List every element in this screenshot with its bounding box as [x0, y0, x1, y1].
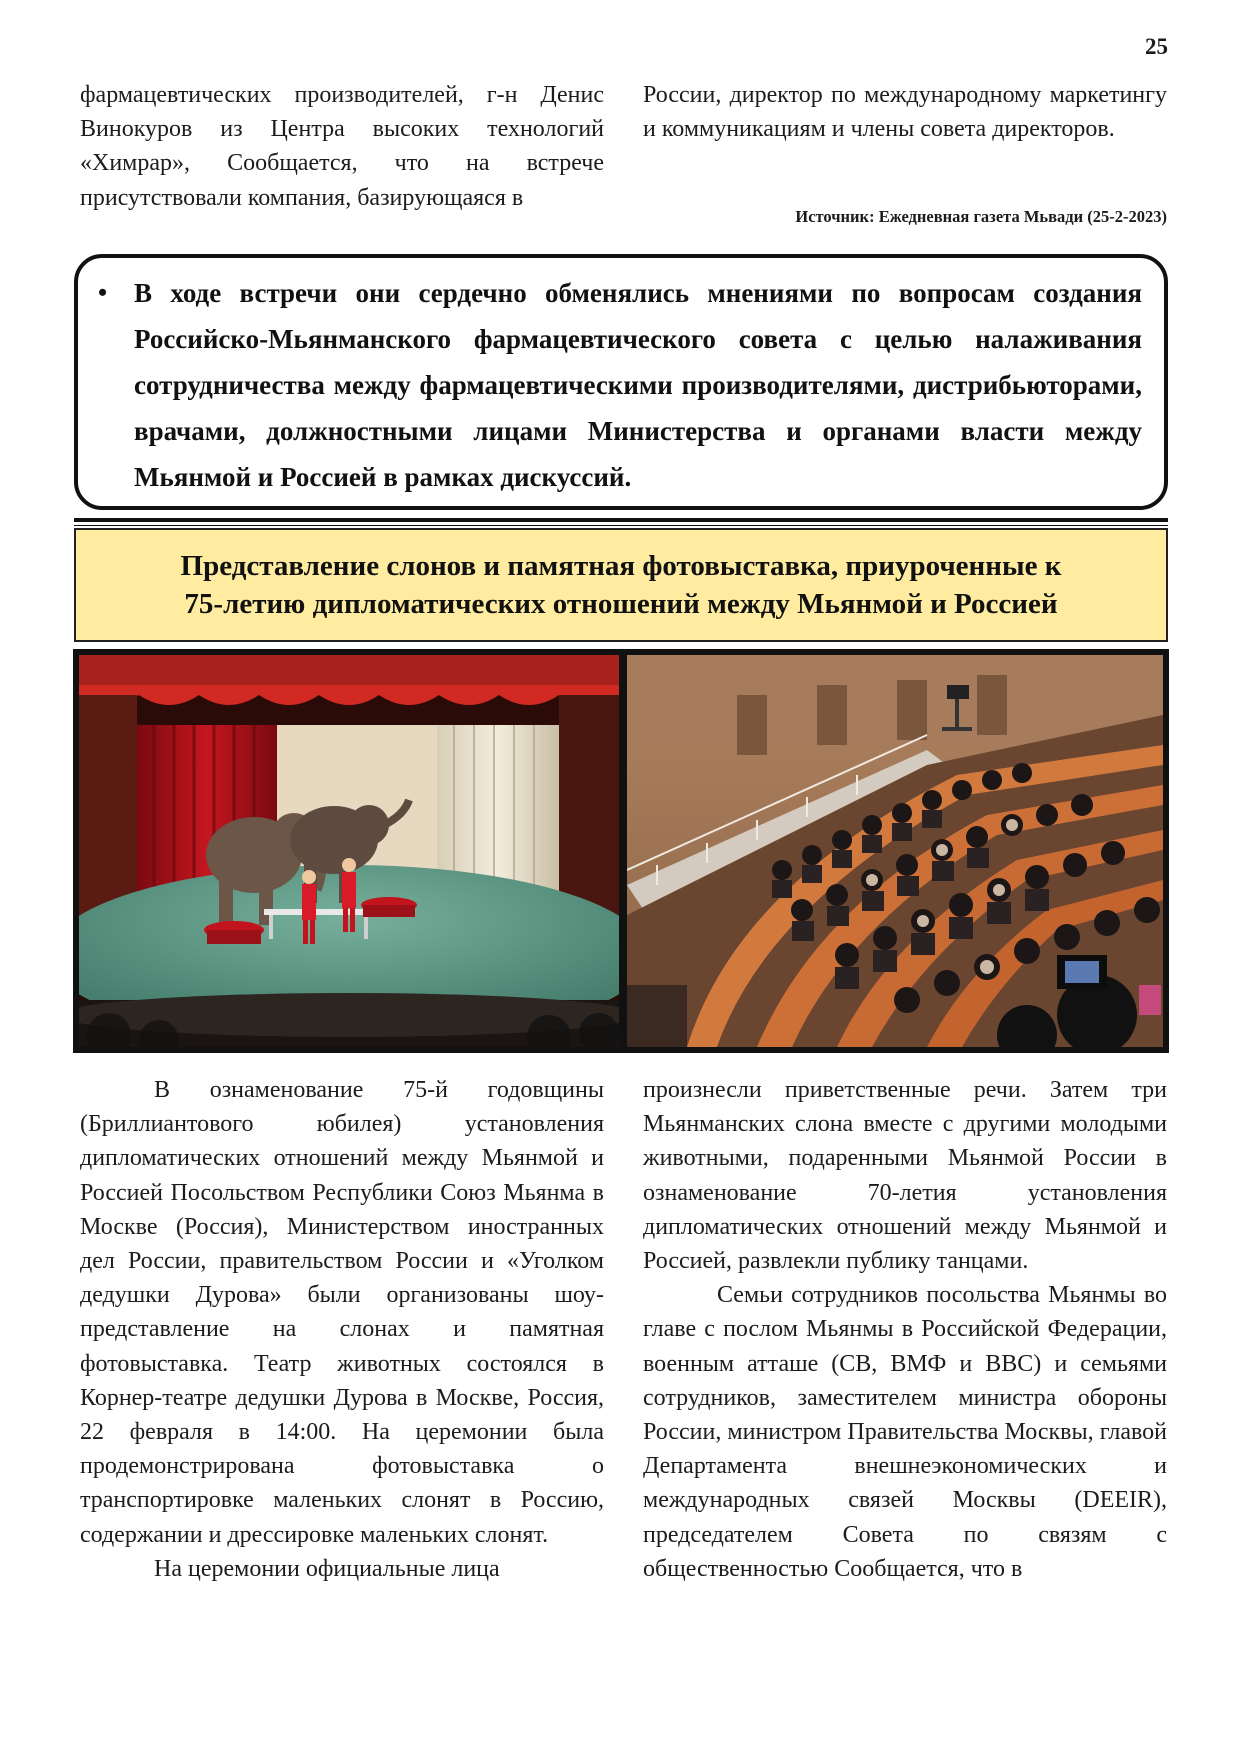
section-heading: Представление слонов и памятная фотовыставка, приуроченные к 75-летию дипломатических отношений между Мьянмой и Россией: [74, 528, 1168, 642]
theater-audience-photo: [627, 655, 1163, 1047]
divider-thick: [74, 518, 1168, 522]
elephant-circus-photo: [79, 655, 619, 1047]
highlight-list: [98, 270, 1142, 500]
bullet-icon: •: [98, 278, 108, 307]
highlight-box: [74, 254, 1168, 510]
top-right-column: [643, 78, 1167, 146]
paragraph: Семьи сотрудников посольства Мьянмы во главе с послом Мьянмы в Российской Федерации, военным атташе (СВ, ВМФ и ВВС) и семьями сотрудников, заместителем министра обороны России, министром Правительства Москвы, главой Департамента внешнеэкономических и международных связей Москвы (DEEIR), председателем Совета по связям с общественностью Сообщается, что в: [643, 1282, 1167, 1582]
paragraph: В ознаменование 75-й годовщины (Бриллиантового юбилея) установления дипломатических отношений между Мьянмой и Россией Посольством Республики Союз Мьянма в Москве (Россия), Министерством иностранных дел России, правительством России и «Уголком дедушки Дурова» были организованы шоу-представление на слонах и памятная фотовыставка. Театр животных состоялся в Корнер-театре дедушки Дурова в Москве, Россия, 22 февраля в 14:00. На церемонии была продемонстрирована фотовыставка о транспортировке маленьких слонят в Россию, содержании и дрессировке маленьких слонят.: [80, 1077, 604, 1548]
highlight-text: В ходе встречи они сердечно обменялись мнениями по вопросам создания Российско-Мьянманского фармацевтического совета с целью налаживания сотрудничества между фармацевтическими производителями, дистрибьюторами, врачами, должностными лицами Министерства и органами власти между Мьянмой и Россией в рамках дискуссий.: [134, 278, 1142, 492]
paragraph: произнесли приветственные речи. Затем три Мьянманских слона вместе с другими молодыми животными, подаренными Мьянмой России в ознаменование 70-летия установления дипломатических отношений между Мьянмой и Россией, развлекли публику танцами.: [643, 1077, 1167, 1275]
bottom-right-column: [643, 1073, 1167, 1586]
bottom-left-column: [80, 1073, 604, 1586]
highlight-item: [98, 270, 1142, 500]
divider-thin: [74, 525, 1168, 526]
paragraph: фармацевтических производителей, г-н Денис Винокуров из Центра высоких технологий «Химрар», Сообщается, что на встрече присутствовали компания, базирующаяся в: [80, 82, 604, 211]
page-number: 25: [1145, 34, 1168, 59]
top-left-column: [80, 78, 604, 215]
paragraph: России, директор по международному маркетингу и коммуникациям и члены совета директоров.: [643, 82, 1167, 143]
paragraph: На церемонии официальные лица: [154, 1555, 500, 1582]
photo-frame: [73, 649, 1169, 1053]
source-line: Источник: Ежедневная газета Мьвади (25-2-2023): [795, 207, 1167, 226]
